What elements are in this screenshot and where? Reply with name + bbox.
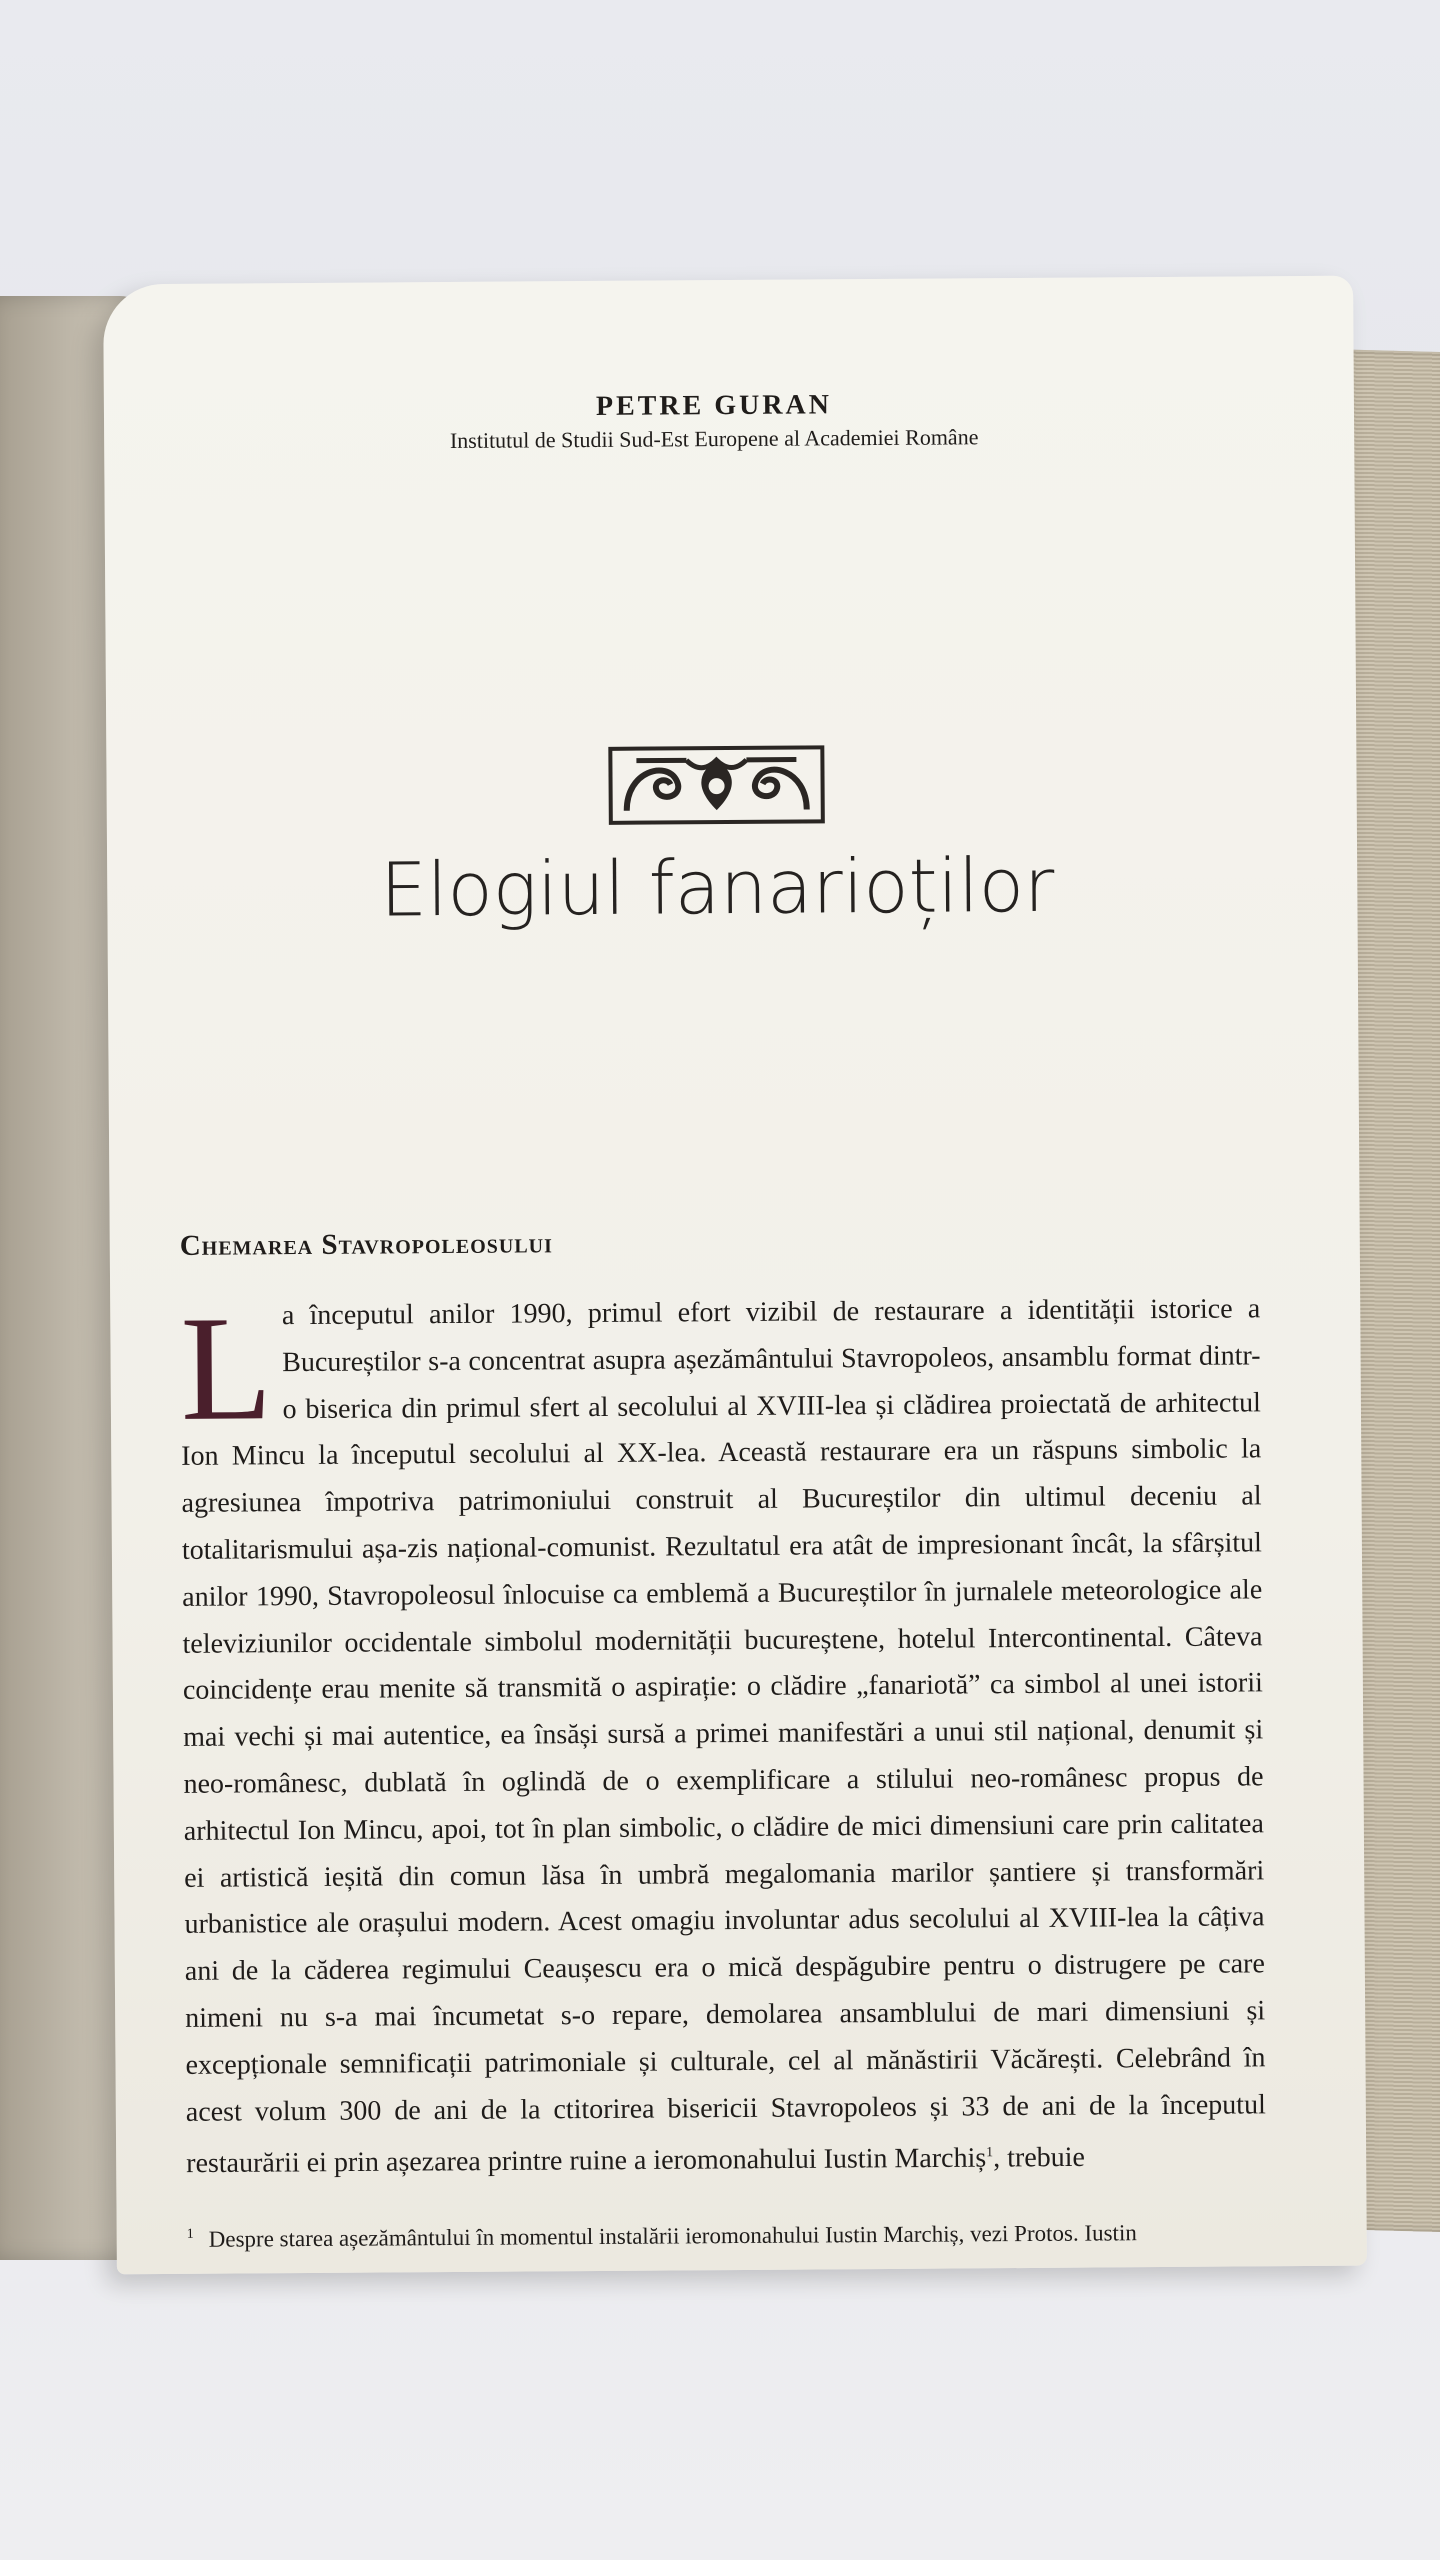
footnote-number: 1 <box>186 2226 194 2242</box>
footnote <box>187 2219 1267 2253</box>
author-name: PETRE GURAN <box>595 389 833 422</box>
footnote-text: Despre starea așezământului în momentul instalării ieromonahului Iustin Marchiș, vezi Protos. Iustin <box>208 2220 1137 2252</box>
paragraph-tail: , trebuie <box>993 2142 1086 2174</box>
decorative-ornament <box>606 739 827 831</box>
book-page <box>103 276 1367 2275</box>
body-paragraph <box>180 1286 1266 2188</box>
author-affiliation: Institutul de Studii Sud-Est Europene al Academiei Române <box>449 424 979 453</box>
chapter-title: Elogiul fanarioților <box>379 842 1055 934</box>
section-heading: Chemarea Stavropoleosului <box>179 1227 553 1262</box>
drop-cap: L <box>180 1285 273 1452</box>
footnote-reference: 1 <box>986 2145 994 2161</box>
paragraph-text: a începutul anilor 1990, primul efort vizibil de restaurare a identității istorice a Bucureștilor s-a concentrat asupra așezământului Stavropoleos, ansamblu format dintr-o biserica din primul sfert al secolului al XVIII-lea și clădirea proiectată de arhitectul Ion Mincu la începutul secolului al XX-lea. Această restaurare era un răspuns simbolic la agresiunea împotriva patrimoniului construit al Bucureștilor din ultimul deceniu al totalitarismului așa-zis național-comunist. Rezultatul era atât de impresionant încât, la sfârșitul anilor 1990, Stavropoleosul înlocuise ca emblemă a Bucureștilor în jurnalele meteorologice ale televiziunilor occidentale simbolul modernității bucureștene, hotelul Intercontinental. Câteva coincidențe erau menite să transmită o aspirație: o clădire „fanariotă” ca simbol al unei istorii mai vechi și mai autentice, ea însăși sursă a primei manifestări a unui stil național, denumit și neo-românesc, dublată în oglindă de o exemplificare a stilului neo-românesc propus de arhitectul Ion Mincu, apoi, tot în plan simbolic, o clădire de mici dimensiuni care prin calitatea ei artistică ieșită din comun lăsa în umbră megalomania marilor șantiere și transformări urbanistice ale orașului modern. Acest omagiu involuntar adus secolului al XVIII-lea la câțiva ani de la căderea regimului Ceaușescu era o mică despăgubire pentru o distrugere pe care nimeni nu s-a mai încumetat s-o repare, demolarea ansamblului de mari dimensiuni și excepționale semnificații patrimoniale și culturale, cel al mănăstirii Văcărești. Celebrând în acest volum 300 de ani de la ctitorirea bisericii Stavropoleos și 33 de ani de la începutul restaurării ei prin așezarea printre ruine a ieromonahului Iustin Marchiș <box>181 1293 1266 2180</box>
page-content <box>174 386 1266 2252</box>
